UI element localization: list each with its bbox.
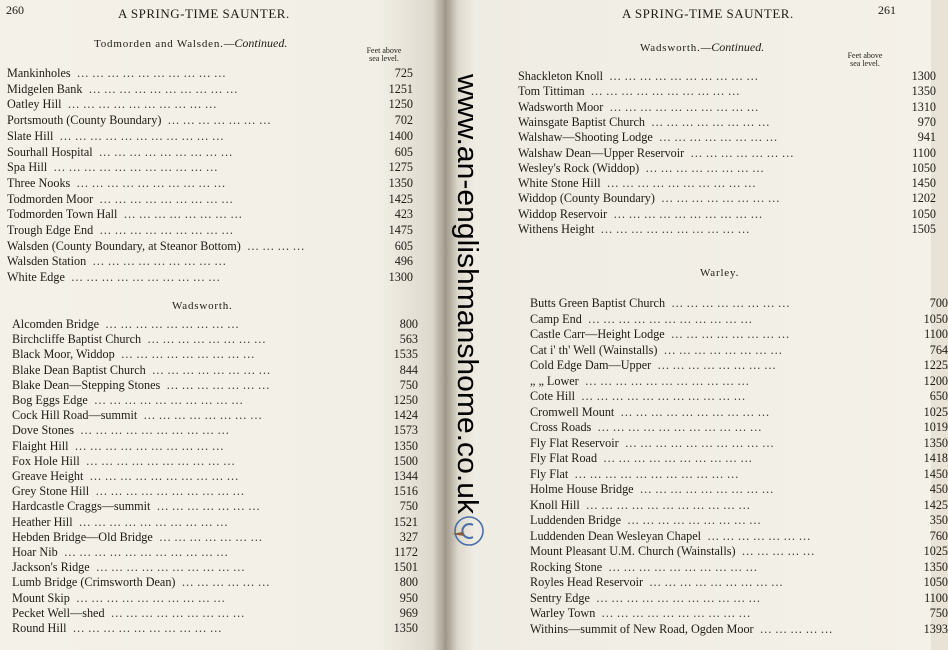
table-row xyxy=(530,482,948,497)
table-row xyxy=(518,191,936,206)
place-name: Mount Skip xyxy=(12,590,70,605)
section-heading xyxy=(700,267,739,279)
elevation-value: 1100 xyxy=(912,145,936,160)
elevation-value: 750 xyxy=(399,377,418,392)
table-row xyxy=(12,560,418,575)
table-row xyxy=(530,389,948,404)
place-name: Cold Edge Dam—Upper xyxy=(530,358,652,372)
place-name: Hardcastle Craggs—summit xyxy=(12,499,151,514)
elevation-value: 764 xyxy=(929,342,948,357)
table-row xyxy=(12,621,418,636)
table-row xyxy=(7,223,413,238)
leader-dots: … … … … … … … … … … xyxy=(88,81,238,96)
elevation-value: 941 xyxy=(917,130,936,145)
leader-dots: … … … … … … … … … xyxy=(627,513,762,527)
table-row xyxy=(530,296,948,311)
leader-dots: … … … … … … … … … … xyxy=(95,484,245,499)
elevation-value: 1019 xyxy=(923,420,948,434)
place-name: Round Hill xyxy=(12,621,67,635)
elevation-value: 423 xyxy=(394,207,413,222)
elevation-value: 700 xyxy=(929,296,948,310)
place-name: Oatley Hill xyxy=(7,97,62,112)
leader-dots: … … … … … … … … xyxy=(660,191,780,206)
leader-dots: … … … … … … … … xyxy=(658,130,778,145)
elevation-value: 1425 xyxy=(923,497,948,512)
section-heading xyxy=(640,40,764,55)
place-name: Walshaw—Shooting Lodge xyxy=(518,130,653,145)
section-subtitle: —Continued. xyxy=(700,40,765,54)
table-row xyxy=(7,254,413,269)
elevation-value: 1350 xyxy=(911,84,936,99)
elevation-value: 1350 xyxy=(923,559,948,574)
place-name: Pecket Well—shed xyxy=(12,605,105,620)
table-row xyxy=(530,591,948,606)
place-name: Cote Hill xyxy=(530,389,576,403)
elevation-value: 800 xyxy=(399,317,418,331)
elevation-value: 1350 xyxy=(388,175,413,190)
leader-dots: … … … … … … … … … … xyxy=(76,175,226,190)
table-row xyxy=(7,160,413,175)
leader-dots: … … … … … … … … … … … xyxy=(53,160,218,175)
elevation-value: 702 xyxy=(394,113,413,128)
elevation-value: 1501 xyxy=(393,560,418,575)
leader-dots: … … … … … … … … … … xyxy=(74,438,224,453)
leader-dots: … … … … … … … … … … … xyxy=(595,590,761,605)
elevation-value: 1350 xyxy=(923,435,948,450)
section-title: Wadsworth. xyxy=(640,42,701,54)
elevation-value: 1200 xyxy=(923,373,948,388)
table-row xyxy=(7,97,413,112)
place-name: Rocking Stone xyxy=(530,559,603,574)
table-row xyxy=(12,347,418,362)
leader-dots: … … … … … … … … … … … xyxy=(59,128,224,143)
leader-dots: … … … … … … … xyxy=(690,145,794,160)
leader-dots: … … … … … … … … … … … xyxy=(584,373,750,388)
table-row xyxy=(12,515,418,530)
leader-dots: … … … … … … … xyxy=(158,529,263,544)
elevation-value: 1310 xyxy=(911,99,936,114)
leader-dots: … … … … … … … … … … xyxy=(72,621,222,635)
table-row xyxy=(7,129,413,144)
leader-dots: … … … … … … … … xyxy=(670,327,790,341)
leader-dots: … … … … … … … … xyxy=(663,342,783,357)
elevation-value: 1100 xyxy=(924,590,948,605)
elevation-value: 1050 xyxy=(911,160,936,175)
leader-dots: … … … … … … … … … … … xyxy=(63,545,229,559)
leader-dots: … … … … … … … … xyxy=(657,358,777,372)
elevation-value: 1050 xyxy=(923,575,948,589)
table-row xyxy=(12,575,418,590)
table-row xyxy=(530,529,948,544)
place-name: Luddenden Dean Wesleyan Chapel xyxy=(530,528,702,543)
place-name: Todmorden Town Hall xyxy=(7,207,118,222)
elevation-value: 760 xyxy=(929,528,948,543)
place-name: Trough Edge End xyxy=(7,223,94,237)
table-row xyxy=(530,405,948,420)
place-name: Hoar Nib xyxy=(12,545,58,559)
place-name: „ „ Lower xyxy=(530,373,579,388)
leader-dots: … … … … … … … … … … … xyxy=(574,466,739,481)
leader-dots: … … … … … … … … … … xyxy=(78,514,228,529)
table-row xyxy=(12,363,418,378)
leader-dots: … … … … … … … … … xyxy=(649,575,784,589)
leader-dots: … … … … … … … … xyxy=(123,207,243,222)
leader-dots: … … … … … … … … … xyxy=(99,191,234,206)
elevation-value: 1172 xyxy=(394,545,418,559)
table-row xyxy=(12,332,418,347)
table-row xyxy=(530,327,948,342)
leader-dots: … … … … … … … … … … xyxy=(76,66,226,80)
elevation-value: 1450 xyxy=(923,466,948,481)
table-row xyxy=(518,207,936,222)
elevation-value: 1350 xyxy=(393,438,418,453)
leader-dots: … … … … … … … … … … xyxy=(606,176,756,191)
table-row xyxy=(530,498,948,513)
elevation-value: 1025 xyxy=(923,544,948,558)
page-number: 261 xyxy=(878,3,896,17)
place-name: Cromwell Mount xyxy=(530,404,615,419)
elevation-value: 1300 xyxy=(388,270,413,285)
table-row xyxy=(530,467,948,482)
elevation-value: 950 xyxy=(399,590,418,605)
table-row xyxy=(7,270,413,285)
place-name: Castle Carr—Height Lodge xyxy=(530,327,665,341)
leader-dots: … … … … … … … … … xyxy=(92,254,227,269)
table-row xyxy=(530,420,948,435)
place-name: Tom Tittiman xyxy=(518,84,585,99)
elevation-value: 563 xyxy=(399,332,418,347)
table-row xyxy=(530,312,948,327)
leader-dots: … … … … … … … … … … xyxy=(620,404,770,419)
elevation-value: 496 xyxy=(394,254,413,269)
table-row xyxy=(530,343,948,358)
place-name: Luddenden Bridge xyxy=(530,513,622,527)
table-row xyxy=(12,378,418,393)
table-row xyxy=(518,130,936,145)
leader-dots: … … … … … … … … … xyxy=(105,317,240,331)
place-name: Midgelen Bank xyxy=(7,81,83,96)
leader-dots: … … … … … … … … … … xyxy=(590,84,740,99)
leader-dots: … … … … … … … … … … … xyxy=(587,311,753,326)
leader-dots: … … … … … … … … … … xyxy=(75,590,226,605)
leader-dots: … … … … … … … … … xyxy=(98,144,233,159)
leader-dots: … … … … … … … … … … xyxy=(70,270,221,285)
table-row xyxy=(12,606,418,621)
table-row xyxy=(12,545,418,560)
place-name: Camp End xyxy=(530,311,582,326)
elevation-value: 1250 xyxy=(388,97,413,112)
place-name: Widdop Reservoir xyxy=(518,206,608,221)
table-row xyxy=(7,176,413,191)
table-row xyxy=(518,176,936,191)
place-name: Royles Head Reservoir xyxy=(530,575,644,589)
place-name: Flaight Hill xyxy=(12,438,69,453)
leader-dots: … … … … … … … xyxy=(707,528,811,543)
section-heading xyxy=(172,300,233,312)
place-name: Heather Hill xyxy=(12,514,73,529)
place-name: Spa Hill xyxy=(7,160,48,175)
leader-dots: … … … … … … … … xyxy=(650,114,770,129)
table-row xyxy=(12,423,418,438)
table-row xyxy=(12,499,418,514)
column-header: Feet above sea level. xyxy=(847,51,883,68)
leader-dots: … … … … … … … … … xyxy=(110,605,245,620)
place-name: Lumb Bridge (Crimsworth Dean) xyxy=(12,575,176,590)
leader-dots: … … … … … … … xyxy=(166,377,270,392)
place-name: White Stone Hill xyxy=(518,176,601,191)
leader-dots: … … … … … xyxy=(759,621,833,636)
elevation-value: 350 xyxy=(929,513,948,527)
elevation-value: 1393 xyxy=(923,621,948,636)
leader-dots: … … … … … … … … xyxy=(151,362,271,377)
elevation-value: 969 xyxy=(399,605,418,620)
table-row xyxy=(518,84,936,99)
table-row xyxy=(530,560,948,575)
table-row xyxy=(12,317,418,332)
place-name: Fly Flat Road xyxy=(530,451,598,465)
place-name: Warley Town xyxy=(530,606,596,620)
elevation-value: 970 xyxy=(917,114,936,129)
elevation-value: 1025 xyxy=(923,404,948,419)
leader-dots: … … … … … … … … … … xyxy=(608,69,759,83)
table-row xyxy=(7,192,413,207)
place-name: Knoll Hill xyxy=(530,497,580,512)
place-name: Hebden Bridge—Old Bridge xyxy=(12,529,153,544)
leader-dots: … … … … … … … … … … … xyxy=(581,389,746,403)
leader-dots: … … … … … … … … … … xyxy=(624,435,774,450)
table-row xyxy=(530,622,948,637)
leader-dots: … … … … … … … … … … xyxy=(600,222,750,236)
elevation-value: 327 xyxy=(399,529,418,544)
column-header: Feet above sea level. xyxy=(366,46,402,63)
elevation-value: 1450 xyxy=(911,176,936,191)
place-name: Butts Green Baptist Church xyxy=(530,296,666,310)
elevation-value: 1425 xyxy=(388,191,413,206)
leader-dots: … … … … … … … xyxy=(156,499,261,514)
running-head: A SPRING-TIME SAUNTER. xyxy=(118,6,290,21)
elevation-value: 605 xyxy=(394,238,413,253)
place-name: Withins—summit of New Road, Ogden Moor xyxy=(530,621,754,636)
elevation-value: 1500 xyxy=(393,453,418,468)
section-heading xyxy=(94,36,287,51)
elevation-value: 650 xyxy=(929,389,948,403)
place-name: Holme House Bridge xyxy=(530,482,634,496)
elevation-value: 750 xyxy=(399,499,418,514)
leader-dots: … … … … xyxy=(246,238,305,253)
place-name: Wainsgate Baptist Church xyxy=(518,114,645,129)
elevation-value: 1050 xyxy=(923,311,948,326)
place-name: Birchcliffe Baptist Church xyxy=(12,332,142,347)
leader-dots: … … … … … … … … … … xyxy=(79,423,230,438)
place-name: Greave Height xyxy=(12,469,84,483)
leader-dots: … … … … … … … … xyxy=(147,332,266,347)
right-page xyxy=(445,0,948,650)
elevation-value: 1050 xyxy=(911,206,936,221)
leader-dots: … … … … … … … … … … xyxy=(601,606,751,620)
place-name: Blake Dean—Stepping Stones xyxy=(12,377,161,392)
table-row xyxy=(530,358,948,373)
place-name: Cat i' th' Well (Wainstalls) xyxy=(530,342,658,357)
leader-dots: … … … … … … … … xyxy=(671,296,790,310)
leader-dots: … … … … … … xyxy=(181,575,270,590)
elevation-value: 1202 xyxy=(911,191,936,206)
table-row xyxy=(530,606,948,621)
table-row xyxy=(7,66,413,81)
leader-dots: … … … … … … … … … xyxy=(99,223,234,237)
elevation-value: 1250 xyxy=(393,393,418,407)
watermark-logo-icon xyxy=(452,514,486,548)
elevation-value: 1300 xyxy=(911,69,936,83)
leader-dots: … … … … … xyxy=(741,544,815,558)
table-row xyxy=(12,469,418,484)
table-row xyxy=(7,145,413,160)
elevation-value: 725 xyxy=(394,66,413,80)
leader-dots: … … … … … … … xyxy=(167,113,271,128)
section-subtitle: —Continued. xyxy=(223,36,288,50)
table-row xyxy=(530,451,948,466)
leader-dots: … … … … … … … … … … xyxy=(609,99,759,114)
place-name: Dove Stones xyxy=(12,423,74,438)
place-name: Fly Flat xyxy=(530,466,569,481)
elevation-value: 1275 xyxy=(388,160,413,175)
leader-dots: … … … … … … … … … … xyxy=(608,559,758,574)
leader-dots: … … … … … … … … … … xyxy=(89,469,239,483)
leader-dots: … … … … … … … … xyxy=(645,160,765,175)
leader-dots: … … … … … … … … … … xyxy=(95,560,245,575)
place-name: Alcomden Bridge xyxy=(12,317,99,331)
elevation-value: 1344 xyxy=(393,469,418,483)
elevation-value: 1535 xyxy=(393,347,418,362)
table-row xyxy=(518,115,936,130)
place-name: Jackson's Ridge xyxy=(12,560,90,575)
elevation-value: 1418 xyxy=(923,451,948,465)
table-row xyxy=(7,113,413,128)
elevation-value: 1100 xyxy=(924,327,948,341)
leader-dots: … … … … … … … … … … xyxy=(93,393,244,407)
table-row xyxy=(12,591,418,606)
table-row xyxy=(530,544,948,559)
elevation-value: 605 xyxy=(394,144,413,159)
section-title: Todmorden and Walsden. xyxy=(94,38,224,50)
leader-dots: … … … … … … … … … … … xyxy=(585,497,751,512)
elevation-value: 1350 xyxy=(393,621,418,635)
left-page xyxy=(0,0,445,650)
place-name: Mankinholes xyxy=(7,66,71,80)
table-row xyxy=(12,454,418,469)
leader-dots: … … … … … … … … … … xyxy=(603,451,753,465)
page-number: 260 xyxy=(6,3,24,17)
table-row xyxy=(12,408,418,423)
leader-dots: … … … … … … … … … … xyxy=(613,206,763,221)
table-row xyxy=(12,393,418,408)
place-name: Widdop (County Boundary) xyxy=(518,191,655,206)
elevation-value: 800 xyxy=(399,575,418,590)
place-name: Mount Pleasant U.M. Church (Wainstalls) xyxy=(530,544,736,558)
place-name: Withens Height xyxy=(518,222,595,236)
place-name: Shackleton Knoll xyxy=(518,69,603,83)
watermark xyxy=(448,70,488,530)
place-name: Todmorden Moor xyxy=(7,191,94,206)
place-name: Walsden Station xyxy=(7,254,87,269)
leader-dots: … … … … … … … … xyxy=(143,408,263,423)
place-name: Fox Hole Hill xyxy=(12,453,80,468)
table-row xyxy=(518,100,936,115)
table-row xyxy=(518,146,936,161)
table-row xyxy=(7,207,413,222)
table-row xyxy=(12,484,418,499)
elevation-value: 1516 xyxy=(393,484,418,499)
table-row xyxy=(7,82,413,97)
table-row xyxy=(530,436,948,451)
table-row xyxy=(518,222,936,237)
place-name: Cock Hill Road—summit xyxy=(12,408,138,423)
table-row xyxy=(12,530,418,545)
place-name: White Edge xyxy=(7,270,65,285)
leader-dots: … … … … … … … … … … xyxy=(67,97,217,112)
place-name: Grey Stone Hill xyxy=(12,484,90,499)
table-row xyxy=(12,439,418,454)
place-name: Wesley's Rock (Widdop) xyxy=(518,160,640,175)
place-name: Bog Eggs Edge xyxy=(12,393,88,407)
leader-dots: … … … … … … … … … … xyxy=(85,453,236,468)
elevation-value: 1424 xyxy=(393,408,418,423)
elevation-value: 1475 xyxy=(388,223,413,237)
place-name: Slate Hill xyxy=(7,128,54,143)
table-row xyxy=(530,513,948,528)
leader-dots: … … … … … … … … … xyxy=(120,347,255,362)
elevation-value: 750 xyxy=(929,606,948,620)
table-row xyxy=(518,69,936,84)
place-name: Walshaw Dean—Upper Reservoir xyxy=(518,145,685,160)
table-row xyxy=(518,161,936,176)
section-title: Warley. xyxy=(700,267,740,279)
elevation-value: 1573 xyxy=(393,423,418,438)
place-name: Portsmouth (County Boundary) xyxy=(7,113,162,128)
elevation-value: 1521 xyxy=(393,514,418,529)
place-name: Fly Flat Reservoir xyxy=(530,435,619,450)
leader-dots: … … … … … … … … … xyxy=(639,482,774,496)
elevation-value: 1251 xyxy=(388,81,413,96)
place-name: Black Moor, Widdop xyxy=(12,347,115,362)
watermark-text: www.an-englishmanshome.co.uk xyxy=(451,74,483,498)
place-name: Blake Dean Baptist Church xyxy=(12,362,146,377)
place-name: Walsden (County Boundary, at Steanor Bottom) xyxy=(7,238,241,253)
place-name: Wadsworth Moor xyxy=(518,99,604,114)
table-row xyxy=(530,374,948,389)
elevation-value: 1400 xyxy=(388,128,413,143)
elevation-value: 450 xyxy=(929,482,948,496)
table-row xyxy=(7,239,413,254)
place-name: Sentry Edge xyxy=(530,590,590,605)
table-row xyxy=(530,575,948,590)
place-name: Cross Roads xyxy=(530,420,592,434)
section-title: Wadsworth. xyxy=(172,300,233,312)
place-name: Sourhall Hospital xyxy=(7,144,93,159)
elevation-value: 1505 xyxy=(911,222,936,236)
elevation-value: 1225 xyxy=(923,358,948,372)
leader-dots: … … … … … … … … … … … xyxy=(597,420,762,434)
elevation-value: 844 xyxy=(399,362,418,377)
place-name: Three Nooks xyxy=(7,175,71,190)
running-head: A SPRING-TIME SAUNTER. xyxy=(622,6,794,21)
